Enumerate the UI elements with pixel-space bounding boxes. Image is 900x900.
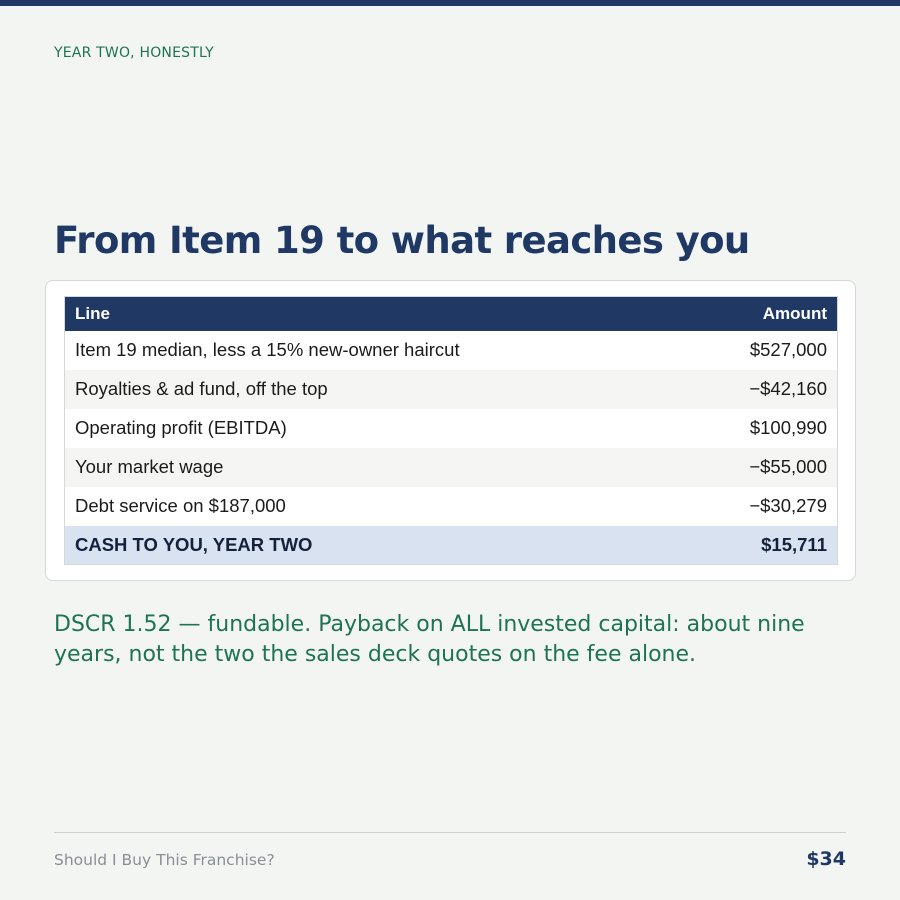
table-row: [65, 487, 838, 526]
total-line-label: CASH TO YOU, YEAR TWO: [65, 526, 687, 565]
table-row: [65, 448, 838, 487]
top-accent-bar: [0, 0, 900, 6]
table-header-row: [65, 297, 838, 331]
row-amount: −$30,279: [687, 487, 838, 526]
summary-note: DSCR 1.52 — fundable. Payback on ALL invested capital: about nine years, not the two the sales deck quotes on the fee alone.: [54, 612, 805, 667]
row-line-label: Debt service on $187,000: [65, 487, 687, 526]
table-card: [45, 280, 856, 581]
table-total-row: [65, 526, 838, 565]
row-line-label: Royalties & ad fund, off the top: [65, 370, 687, 409]
footer-page-number: $34: [806, 848, 846, 870]
table-row: [65, 331, 838, 370]
footer-book-title: Should I Buy This Franchise?: [54, 851, 275, 869]
footer-divider: [54, 832, 846, 833]
row-line-label: Your market wage: [65, 448, 687, 487]
page-title: From Item 19 to what reaches you: [54, 219, 750, 262]
row-line-label: Operating profit (EBITDA): [65, 409, 687, 448]
table-row: [65, 370, 838, 409]
row-amount: $527,000: [687, 331, 838, 370]
total-amount: $15,711: [687, 526, 838, 565]
column-header-line: Line: [65, 297, 687, 331]
row-amount: −$55,000: [687, 448, 838, 487]
section-eyebrow: YEAR TWO, HONESTLY: [54, 45, 214, 61]
cash-flow-table: [64, 296, 838, 565]
column-header-amount: Amount: [687, 297, 838, 331]
row-amount: $100,990: [687, 409, 838, 448]
row-amount: −$42,160: [687, 370, 838, 409]
table-row: [65, 409, 838, 448]
row-line-label: Item 19 median, less a 15% new-owner haircut: [65, 331, 687, 370]
